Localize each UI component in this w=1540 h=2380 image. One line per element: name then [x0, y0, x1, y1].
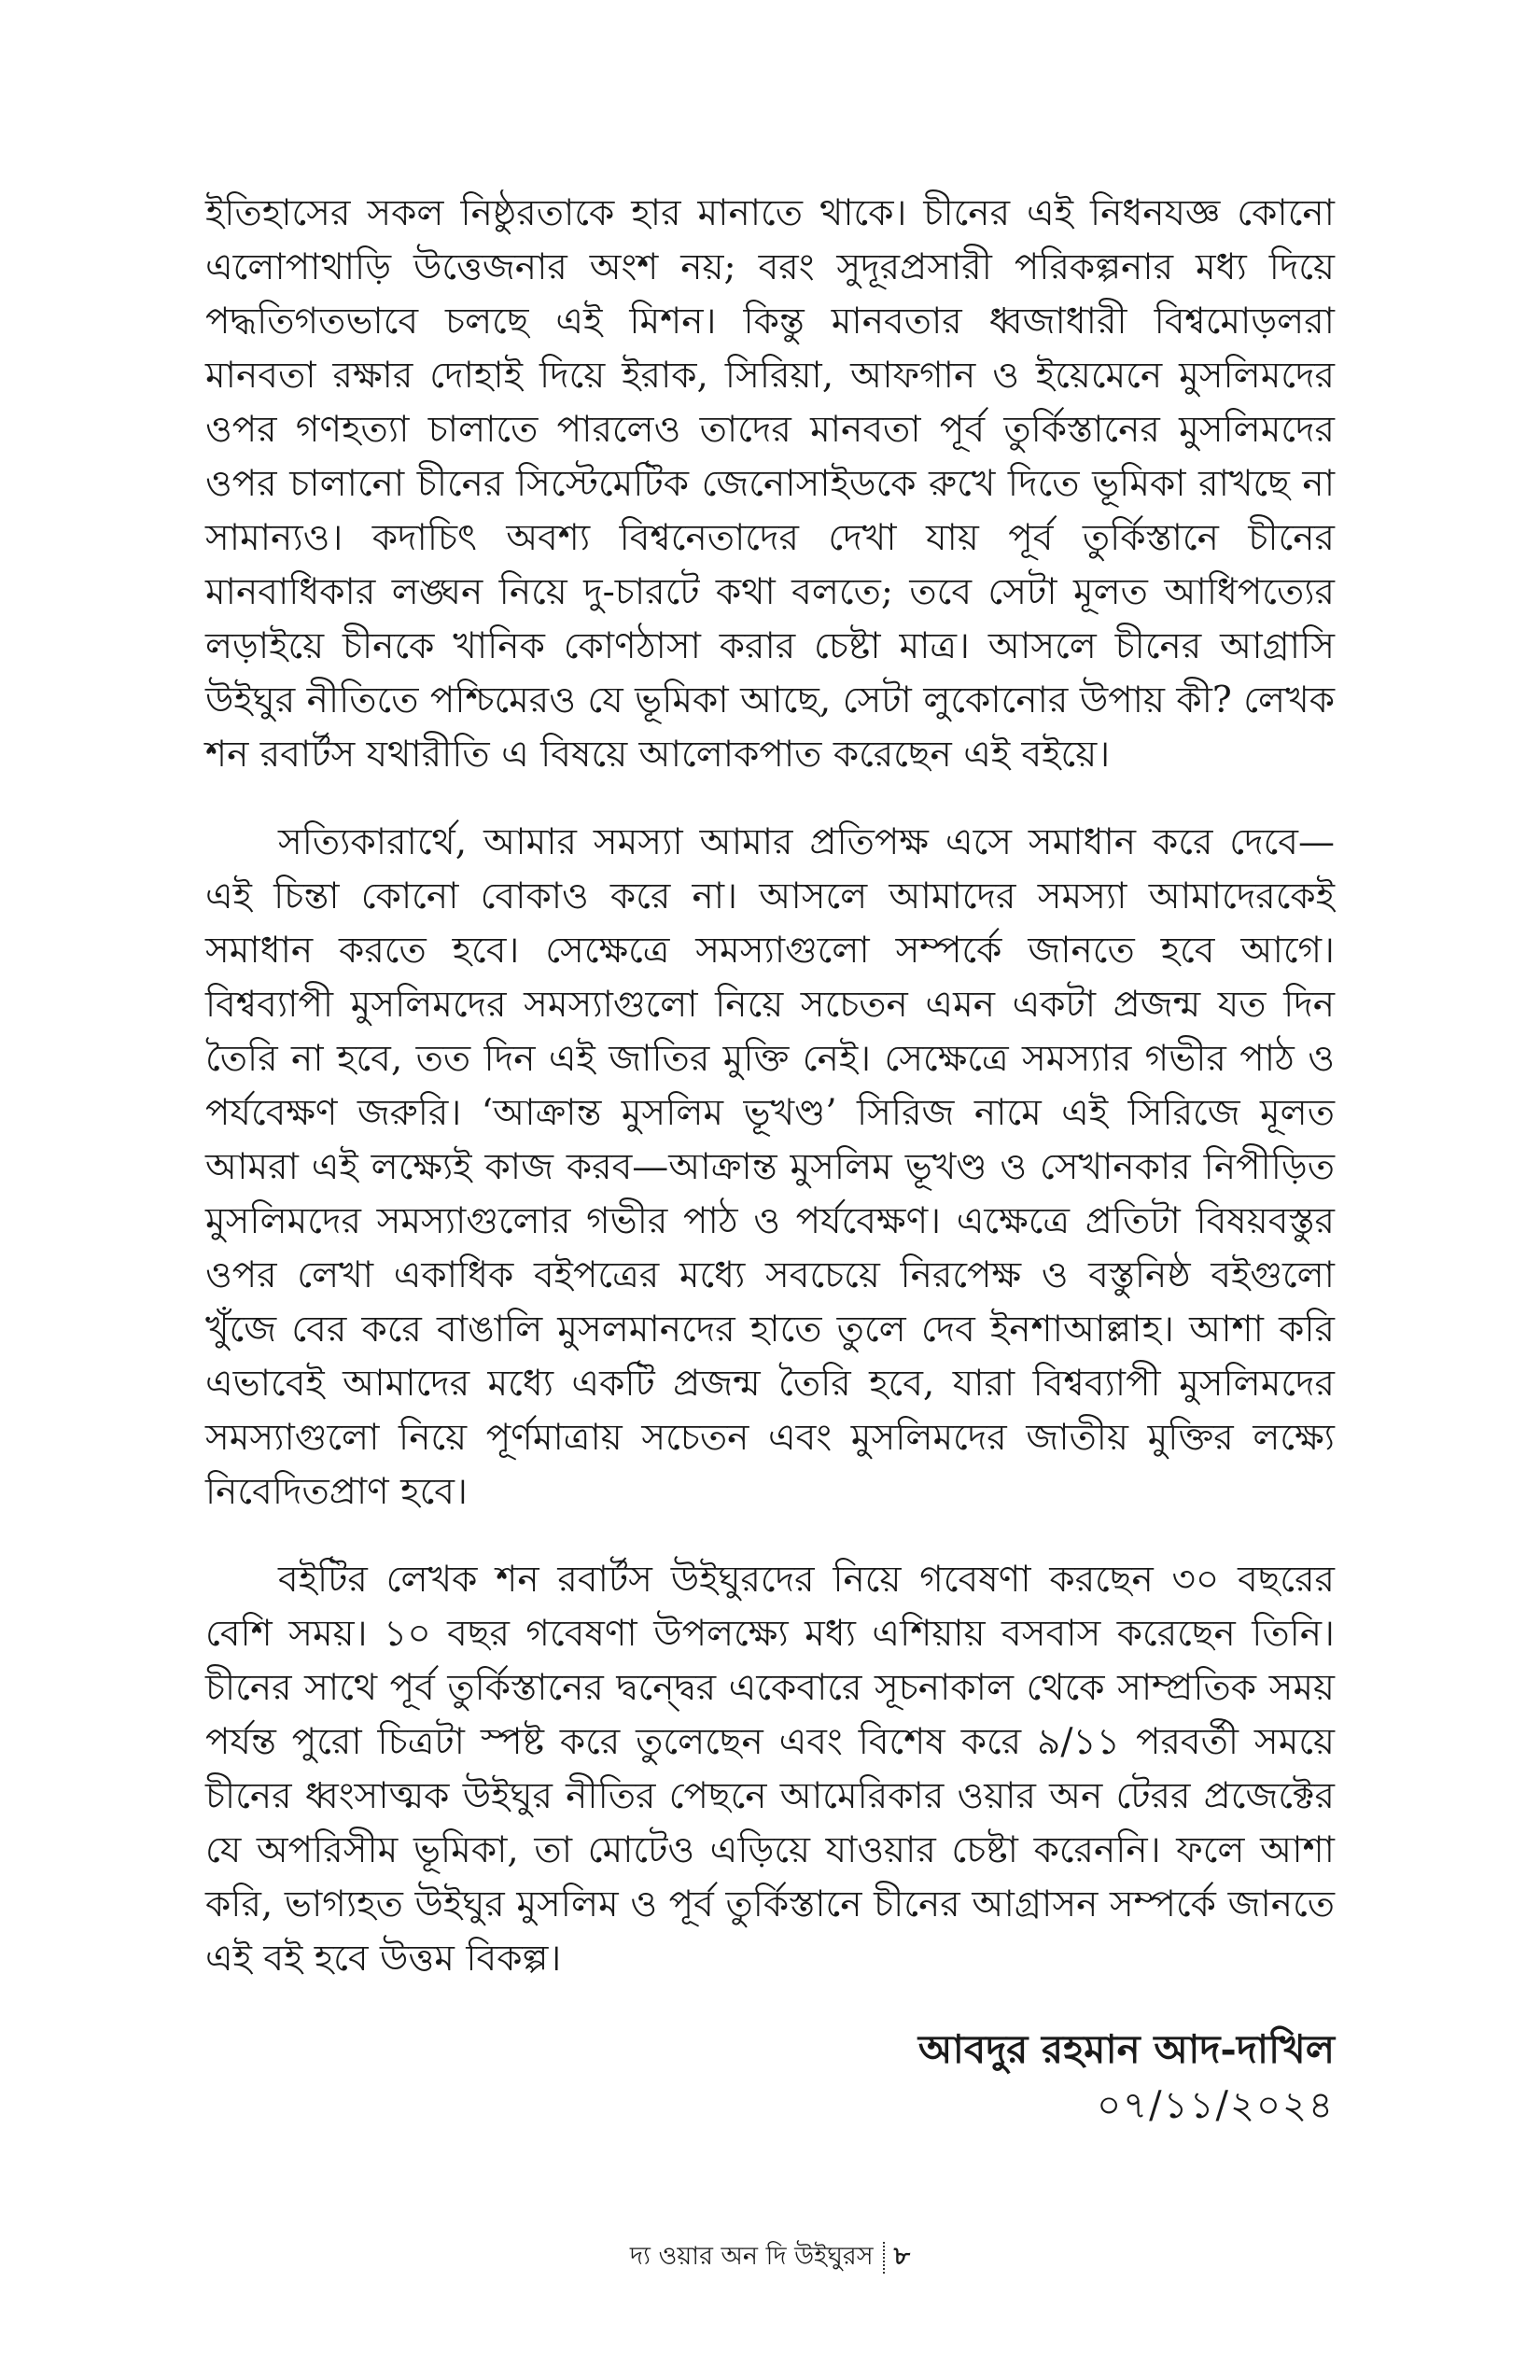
- footer-book-title: দ্য ওয়ার অন দি উইঘুরস: [629, 2242, 874, 2271]
- paragraph-continued: ইতিহাসের সকল নিষ্ঠুরতাকে হার মানাতে থাকে। চীনের এই নিধনযজ্ঞ কোনো এলোপাথাড়ি উত্তেজনার অংশ নয়; বরং সুদূরপ্রসারী পরিকল্পনার মধ্য দিয়ে পদ্ধতিগতভাবে চলছে এই মিশন। কিন্তু মানবতার ধ্বজাধারী বিশ্বমোড়লরা মানবতা রক্ষার দোহাই দিয়ে ইরাক, সিরিয়া, আফগান ও ইয়েমেনে মুসলিমদের ওপর গণহত্যা চালাতে পারলেও তাদের মানবতা পূর্ব তুর্কিস্তানের মুসলিমদের ওপর চালানো চীনের সিস্টেমেটিক জেনোসাইডকে রুখে দিতে ভূমিকা রাখছে না সামান্যও। কদাচিৎ অবশ্য বিশ্বনেতাদের দেখা যায় পূর্ব তুর্কিস্তানে চীনের মানবাধিকার লঙ্ঘন নিয়ে দু-চারটে কথা বলতে; তবে সেটা মূলত আধিপত্যের লড়াইয়ে চীনকে খানিক কোণঠাসা করার চেষ্টা মাত্র। আসলে চীনের আগ্রাসি উইঘুর নীতিতে পশ্চিমেরও যে ভূমিকা আছে, সেটা লুকোনোর উপায় কী? লেখক শন রবার্টস যথারীতি এ বিষয়ে আলোকপাত করেছেন এই বইয়ে।: [205, 192, 1335, 776]
- page-number: ৮: [893, 2242, 911, 2271]
- signature-name: আবদুর রহমান আদ-দাখিল: [917, 2026, 1335, 2072]
- page-footer: [0, 2238, 1540, 2275]
- page-body: [205, 187, 1335, 2134]
- signature-block: [205, 2022, 1335, 2134]
- footer-separator: [883, 2242, 885, 2274]
- paragraph-about-author: বইটির লেখক শন রবার্টস উইঘুরদের নিয়ে গবেষণা করছেন ৩০ বছরের বেশি সময়। ১০ বছর গবেষণা উপলক্ষ্যে মধ্য এশিয়ায় বসবাস করেছেন তিনি। চীনের সাথে পূর্ব তুর্কিস্তানের দ্বন্দ্বের একেবারে সূচনাকাল থেকে সাম্প্রতিক সময় পর্যন্ত পুরো চিত্রটা স্পষ্ট করে তুলেছেন এবং বিশেষ করে ৯/১১ পরবর্তী সময়ে চীনের ধ্বংসাত্মক উইঘুর নীতির পেছনে আমেরিকার ওয়ার অন টেরর প্রজেক্টের যে অপরিসীম ভূমিকা, তা মোটেও এড়িয়ে যাওয়ার চেষ্টা করেননি। ফলে আশা করি, ভাগ্যহত উইঘুর মুসলিম ও পূর্ব তুর্কিস্তানে চীনের আগ্রাসন সম্পর্কে জানতে এই বই হবে উত্তম বিকল্প।: [205, 1559, 1335, 1980]
- signature-date: ০৭/১১/২০২৪: [1097, 2084, 1335, 2127]
- paragraph-series-purpose: সত্যিকারার্থে, আমার সমস্যা আমার প্রতিপক্ষ এসে সমাধান করে দেবে—এই চিন্তা কোনো বোকাও করে না। আসলে আমাদের সমস্যা আমাদেরকেই সমাধান করতে হবে। সেক্ষেত্রে সমস্যাগুলো সম্পর্কে জানতে হবে আগে। বিশ্বব্যাপী মুসলিমদের সমস্যাগুলো নিয়ে সচেতন এমন একটা প্রজন্ম যত দিন তৈরি না হবে, তত দিন এই জাতির মুক্তি নেই। সেক্ষেত্রে সমস্যার গভীর পাঠ ও পর্যবেক্ষণ জরুরি। ‘আক্রান্ত মুসলিম ভূখণ্ড’ সিরিজ নামে এই সিরিজে মূলত আমরা এই লক্ষ্যেই কাজ করব—আক্রান্ত মুসলিম ভূখণ্ড ও সেখানকার নিপীড়িত মুসলিমদের সমস্যাগুলোর গভীর পাঠ ও পর্যবেক্ষণ। এক্ষেত্রে প্রতিটা বিষয়বস্তুর ওপর লেখা একাধিক বইপত্রের মধ্যে সবচেয়ে নিরপেক্ষ ও বস্তুনিষ্ঠ বইগুলো খুঁজে বের করে বাঙালি মুসলমানদের হাতে তুলে দেব ইনশাআল্লাহ। আশা করি এভাবেই আমাদের মধ্যে একটি প্রজন্ম তৈরি হবে, যারা বিশ্বব্যাপী মুসলিমদের সমস্যাগুলো নিয়ে পূর্ণমাত্রায় সচেতন এবং মুসলিমদের জাতীয় মুক্তির লক্ষ্যে নিবেদিতপ্রাণ হবে।: [205, 821, 1335, 1513]
